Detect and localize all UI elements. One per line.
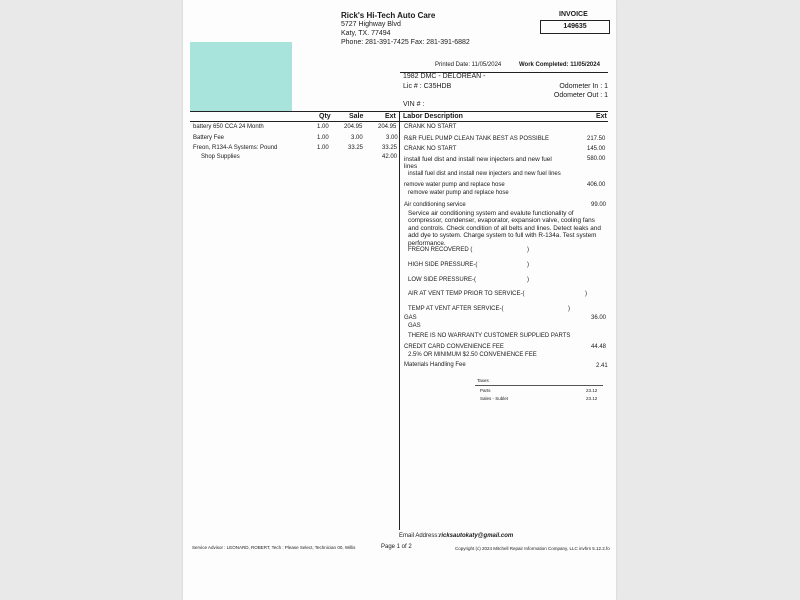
labor-line: GAS — [408, 323, 421, 329]
shop-address: 5727 Highway Blvd — [341, 21, 401, 28]
shop-name: Rick's Hi-Tech Auto Care — [341, 11, 436, 20]
labor-line: 2.5% OR MINIMUM $2.50 CONVENIENCE FEE — [408, 352, 537, 358]
invoice-label: INVOICE — [559, 11, 588, 18]
vehicle-vin: VIN # : — [403, 101, 425, 108]
taxes-title: Taxes — [477, 378, 489, 383]
email-address: ricksautokaty@gmail.com — [439, 533, 514, 539]
shop-phones: Phone: 281-391-7425 Fax: 281-391-6882 — [341, 39, 470, 46]
high-side-pressure-paren: ) — [527, 262, 529, 268]
labor-line: install fuel dist and install new injecters and new fuel lines — [408, 171, 561, 177]
vehicle-description: 1982 DMC - DELOREAN - — [403, 73, 486, 80]
labor-line: CRANK NO START — [404, 124, 457, 130]
odometer-out: Odometer Out : 1 — [553, 92, 608, 99]
invoice-number: 149635 — [540, 20, 610, 34]
labor-line: Air conditioning service — [404, 202, 466, 208]
labor-line: Materials Handling Fee — [404, 362, 466, 368]
high-side-pressure-line: HIGH SIDE PRESSURE-( — [408, 262, 478, 268]
part-ext: 3.00 — [386, 135, 398, 141]
part-ext: 204.95 — [378, 124, 397, 130]
air-temp-prior-line: AIR AT VENT TEMP PRIOR TO SERVICE-( — [408, 291, 525, 297]
ext-header: Ext — [385, 113, 396, 120]
odometer-in: Odometer In : 1 — [559, 83, 608, 90]
part-name: Freon, R134-A Systems: Pound — [193, 145, 278, 151]
temp-after-paren: ) — [568, 306, 570, 312]
low-side-pressure-line: LOW SIDE PRESSURE-( — [408, 277, 477, 283]
ac-service-description: Service air conditioning system and evalute functionality of compressor, condenser, evaporator, expansion valve, cooling fans and controls. Check condition of all belts and lines. Detect leaks and add dye to system. Charge system to full with R-134a. Test system performance. — [408, 210, 601, 247]
low-side-pressure-paren: ) — [527, 277, 529, 283]
freon-recovered-paren: ) — [527, 247, 529, 253]
copyright: Copyright (c) 2024 Mitchell Repair Information Company, LLC invhrs 5.12.2.fo — [455, 546, 610, 551]
part-name: battery 650 CCA 24 Month — [193, 124, 264, 130]
vehicle-license: Lic # : C35HDB — [403, 83, 452, 90]
part-sale: 3.00 — [351, 135, 363, 141]
part-name: Shop Supplies — [201, 154, 240, 160]
freon-recovered-line: FREON RECOVERED ( — [408, 247, 473, 253]
part-qty: 1.00 — [317, 145, 329, 151]
part-sale: 33.25 — [348, 145, 364, 151]
work-completed-date: Work Completed: 11/05/2024 — [519, 62, 600, 68]
labor-ext: 406.00 — [587, 182, 606, 188]
qty-header: Qty — [319, 113, 331, 120]
labor-ext-header: Ext — [596, 113, 607, 120]
page-number: Page 1 of 2 — [381, 544, 412, 550]
part-name: Battery Fee — [193, 135, 225, 141]
column-divider — [399, 112, 400, 530]
shop-city: Katy, TX. 77494 — [341, 30, 391, 37]
labor-ext: 99.00 — [591, 202, 607, 208]
labor-line: THERE IS NO WARRANTY CUSTOMER SUPPLIED PARTS — [408, 333, 571, 339]
tax-value: 23.12 — [586, 388, 598, 393]
labor-line: install fuel dist and install new injecters and new fuel lines — [404, 156, 552, 171]
labor-line: R&R FUEL PUMP CLEAN TANK BEST AS POSSIBLE — [404, 136, 550, 142]
labor-line: CRANK NO START — [404, 146, 457, 152]
tax-label: Sales - Sublet — [480, 396, 509, 401]
labor-line: remove water pump and replace hose — [404, 182, 505, 188]
part-sale: 204.95 — [344, 124, 363, 130]
labor-ext: 145.00 — [587, 146, 606, 152]
part-qty: 1.00 — [317, 124, 329, 130]
air-temp-prior-paren: ) — [585, 291, 587, 297]
redacted-address-block — [190, 42, 292, 112]
part-qty: 1.00 — [317, 135, 329, 141]
labor-line: CREDIT CARD CONVENIENCE FEE — [404, 344, 504, 350]
sale-header: Sale — [349, 113, 364, 120]
labor-ext: 580.00 — [587, 156, 606, 162]
labor-line: remove water pump and replace hose — [408, 190, 509, 196]
taxes-rule — [475, 385, 603, 386]
part-ext: 33.25 — [382, 145, 398, 151]
tax-label: Parts — [480, 388, 491, 393]
labor-ext: 36.00 — [591, 315, 607, 321]
tax-value: 23.12 — [586, 396, 598, 401]
email-label: Email Address: — [399, 533, 440, 539]
labor-ext: 2.41 — [596, 363, 608, 369]
service-advisor: Service Advisor : LEONARD, ROBERT, Tech : Please Select, Technician 00, Willis — [192, 545, 356, 550]
invoice-page — [183, 0, 616, 600]
labor-line: GAS — [404, 315, 417, 321]
labor-ext: 44.48 — [591, 344, 607, 350]
printed-date: Printed Date: 11/05/2024 — [435, 62, 502, 68]
temp-after-line: TEMP AT VENT AFTER SERVICE-( — [408, 306, 504, 312]
labor-description-header: Labor Description — [403, 113, 463, 120]
labor-ext: 217.50 — [587, 136, 606, 142]
part-ext: 42.00 — [382, 154, 398, 160]
